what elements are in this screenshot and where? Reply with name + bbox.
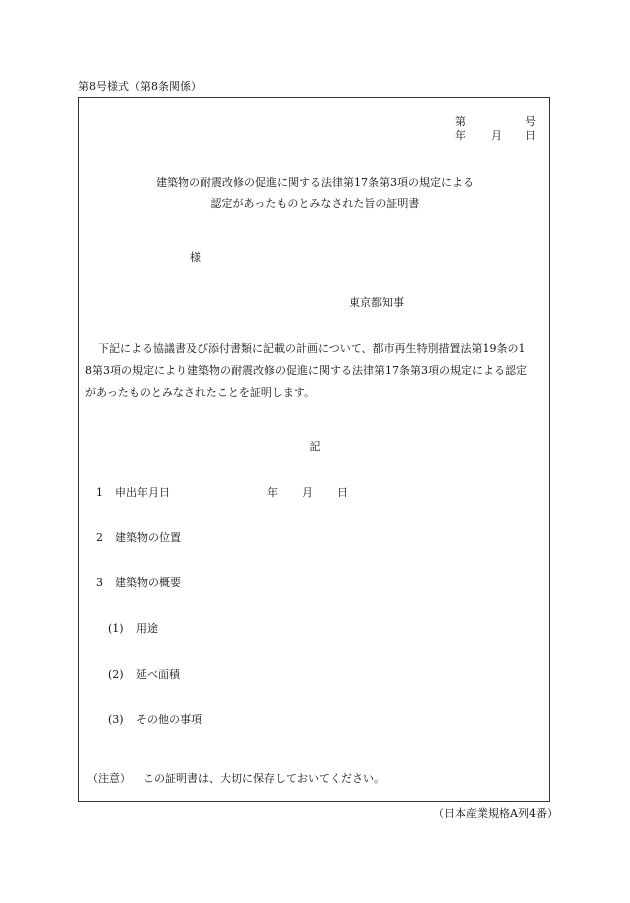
certificate-frame <box>78 97 550 802</box>
body-line2: 8第3項の規定により建築物の耐震改修の促進に関する法律第17条第3項の規定による認定 <box>85 364 527 377</box>
ki-heading: 記 <box>309 440 321 453</box>
subitem1-number: (1) <box>108 622 124 635</box>
date-year: 年 <box>455 129 466 142</box>
item2-number: 2 <box>96 531 103 544</box>
item1-label: 申出年月日 <box>115 486 170 499</box>
number-go: 号 <box>525 115 536 128</box>
certificate-title-line2: 認定があったものとみなされた旨の証明書 <box>210 197 420 210</box>
item3-label: 建築物の概要 <box>115 576 181 589</box>
number-dai: 第 <box>455 115 466 128</box>
item1-month: 月 <box>302 486 313 499</box>
form-title: 第8号様式（第8条関係） <box>78 80 202 93</box>
date-day: 日 <box>525 129 536 142</box>
paper-size-note: （日本産業規格A列4番） <box>433 807 558 820</box>
subitem1-label: 用途 <box>136 622 158 635</box>
note-text: この証明書は、大切に保存しておいてください。 <box>143 772 385 785</box>
addressee-suffix: 様 <box>190 251 201 264</box>
item1-day: 日 <box>337 486 348 499</box>
subitem3-label: その他の事項 <box>136 713 202 726</box>
issuer: 東京都知事 <box>349 296 404 309</box>
date-month: 月 <box>491 129 502 142</box>
body-line1: 下記による協議書及び添付書類に記載の計画について、都市再生特別措置法第19条の1 <box>98 342 526 355</box>
item1-year: 年 <box>267 486 278 499</box>
item3-number: 3 <box>96 576 103 589</box>
subitem2-label: 延べ面積 <box>136 668 180 681</box>
item2-label: 建築物の位置 <box>115 531 181 544</box>
subitem3-number: (3) <box>108 713 124 726</box>
subitem2-number: (2) <box>108 668 124 681</box>
body-line3: があったものとみなされたことを証明します。 <box>85 386 316 399</box>
note-label: （注意） <box>87 772 131 785</box>
item1-number: 1 <box>96 486 103 499</box>
certificate-title-line1: 建築物の耐震改修の促進に関する法律第17条第3項の規定による <box>156 176 474 189</box>
